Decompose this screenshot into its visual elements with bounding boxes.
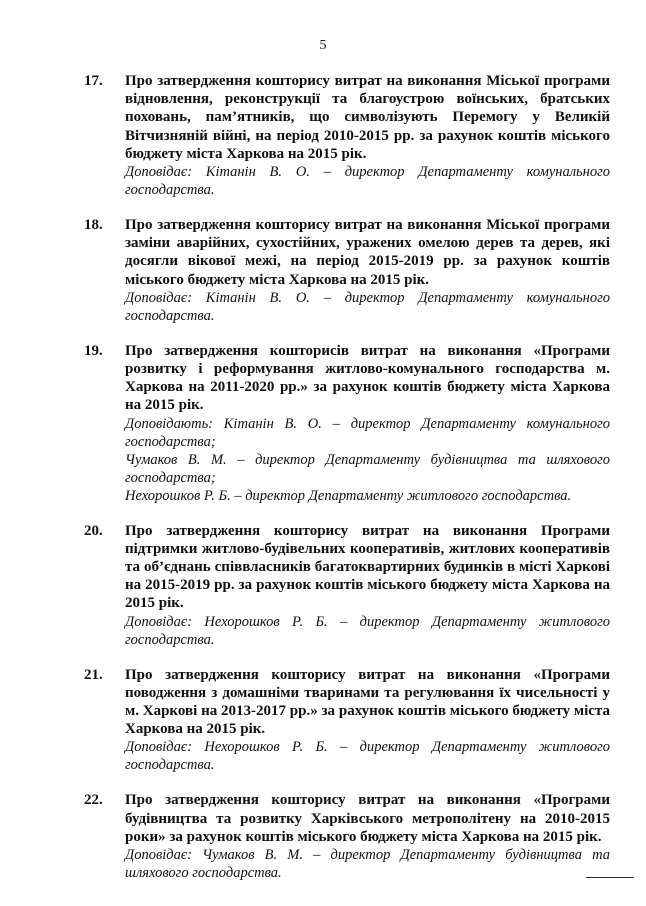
item-speaker: Доповідає: Кітанін В. О. – директор Департаменту комунального господарства. <box>125 289 610 324</box>
page-number: 5 <box>319 38 327 53</box>
item-speaker: Нехорошков Р. Б. – директор Департаменту житлового господарства. <box>125 487 572 504</box>
item-title: Про затвердження кошторису витрат на виконання «Програми поводження з домашніми тваринами та регулювання їх чисельності у м. Харкові на 2013-2017 рр.» за рахунок коштів міського бюджету міста Харкова на 2015 рік. <box>125 666 610 738</box>
item-speaker: Доповідає: Чумаков В. М. – директор Департаменту будівництва та шляхового господарства. <box>125 847 610 882</box>
agenda-item-17 <box>84 72 610 199</box>
item-number: 20. <box>84 522 103 539</box>
item-number: 21. <box>84 666 103 683</box>
item-speaker: Чумаков В. М. – директор Департаменту будівництва та шляхового господарства; <box>125 451 610 486</box>
agenda-item-18 <box>84 216 610 325</box>
agenda-item-21 <box>84 666 610 775</box>
item-title: Про затвердження кошторису витрат на виконання Міської програми відновлення, реконструкції та благоустрою воїнських, братських поховань, пам’ятників, що символізують Перемогу у Великій Вітчизняній війні, на період 2010-2015 рр. за рахунок коштів міського бюджету міста Харкова на 2015 рік. <box>125 73 610 162</box>
item-number: 22. <box>84 792 103 809</box>
agenda-item-22 <box>84 791 610 882</box>
item-speaker: Доповідає: Нехорошков Р. Б. – директор Департаменту житлового господарства. <box>125 613 610 648</box>
item-title: Про затвердження кошторису витрат на виконання «Програми будівництва та розвитку Харківського метрополітену на 2010-2015 роки» за рахунок коштів міського бюджету міста Харкова на 2015 рік. <box>125 792 610 845</box>
item-speaker: Доповідає: Кітанін В. О. – директор Департаменту комунального господарства. <box>125 164 610 199</box>
item-speaker: Доповідають: Кітанін В. О. – директор Департаменту комунального господарства; <box>125 415 610 450</box>
item-title: Про затвердження кошторисів витрат на виконання «Програми розвитку і реформування житлово-комунального господарства м. Харкова на 2011-2020 рр.» за рахунок коштів бюджету міста Харкова на 2015 рік. <box>125 342 610 414</box>
item-number: 18. <box>84 217 103 234</box>
agenda-item-19 <box>84 342 610 505</box>
item-number: 17. <box>84 73 103 89</box>
item-number: 19. <box>84 342 103 359</box>
item-speaker: Доповідає: Нехорошков Р. Б. – директор Департаменту житлового господарства. <box>125 739 610 774</box>
item-title: Про затвердження кошторису витрат на виконання Програми підтримки житлово-будівельних кооперативів, житлових кооперативів та об’єднань співвласників багатоквартирних будинків в місті Харкові на 2015-2019 рр. за рахунок коштів міського бюджету міста Харкова на 2015 рік. <box>125 522 610 612</box>
item-title: Про затвердження кошторису витрат на виконання Міської програми заміни аварійних, сухостійних, уражених омелою дерев та дерев, які досягли вікової межі, на період 2015-2019 рр. за рахунок коштів міського бюджету міста Харкова на 2015 рік. <box>125 217 610 288</box>
footer-divider <box>586 877 634 878</box>
agenda-item-20 <box>84 522 610 649</box>
agenda-list <box>84 72 610 899</box>
